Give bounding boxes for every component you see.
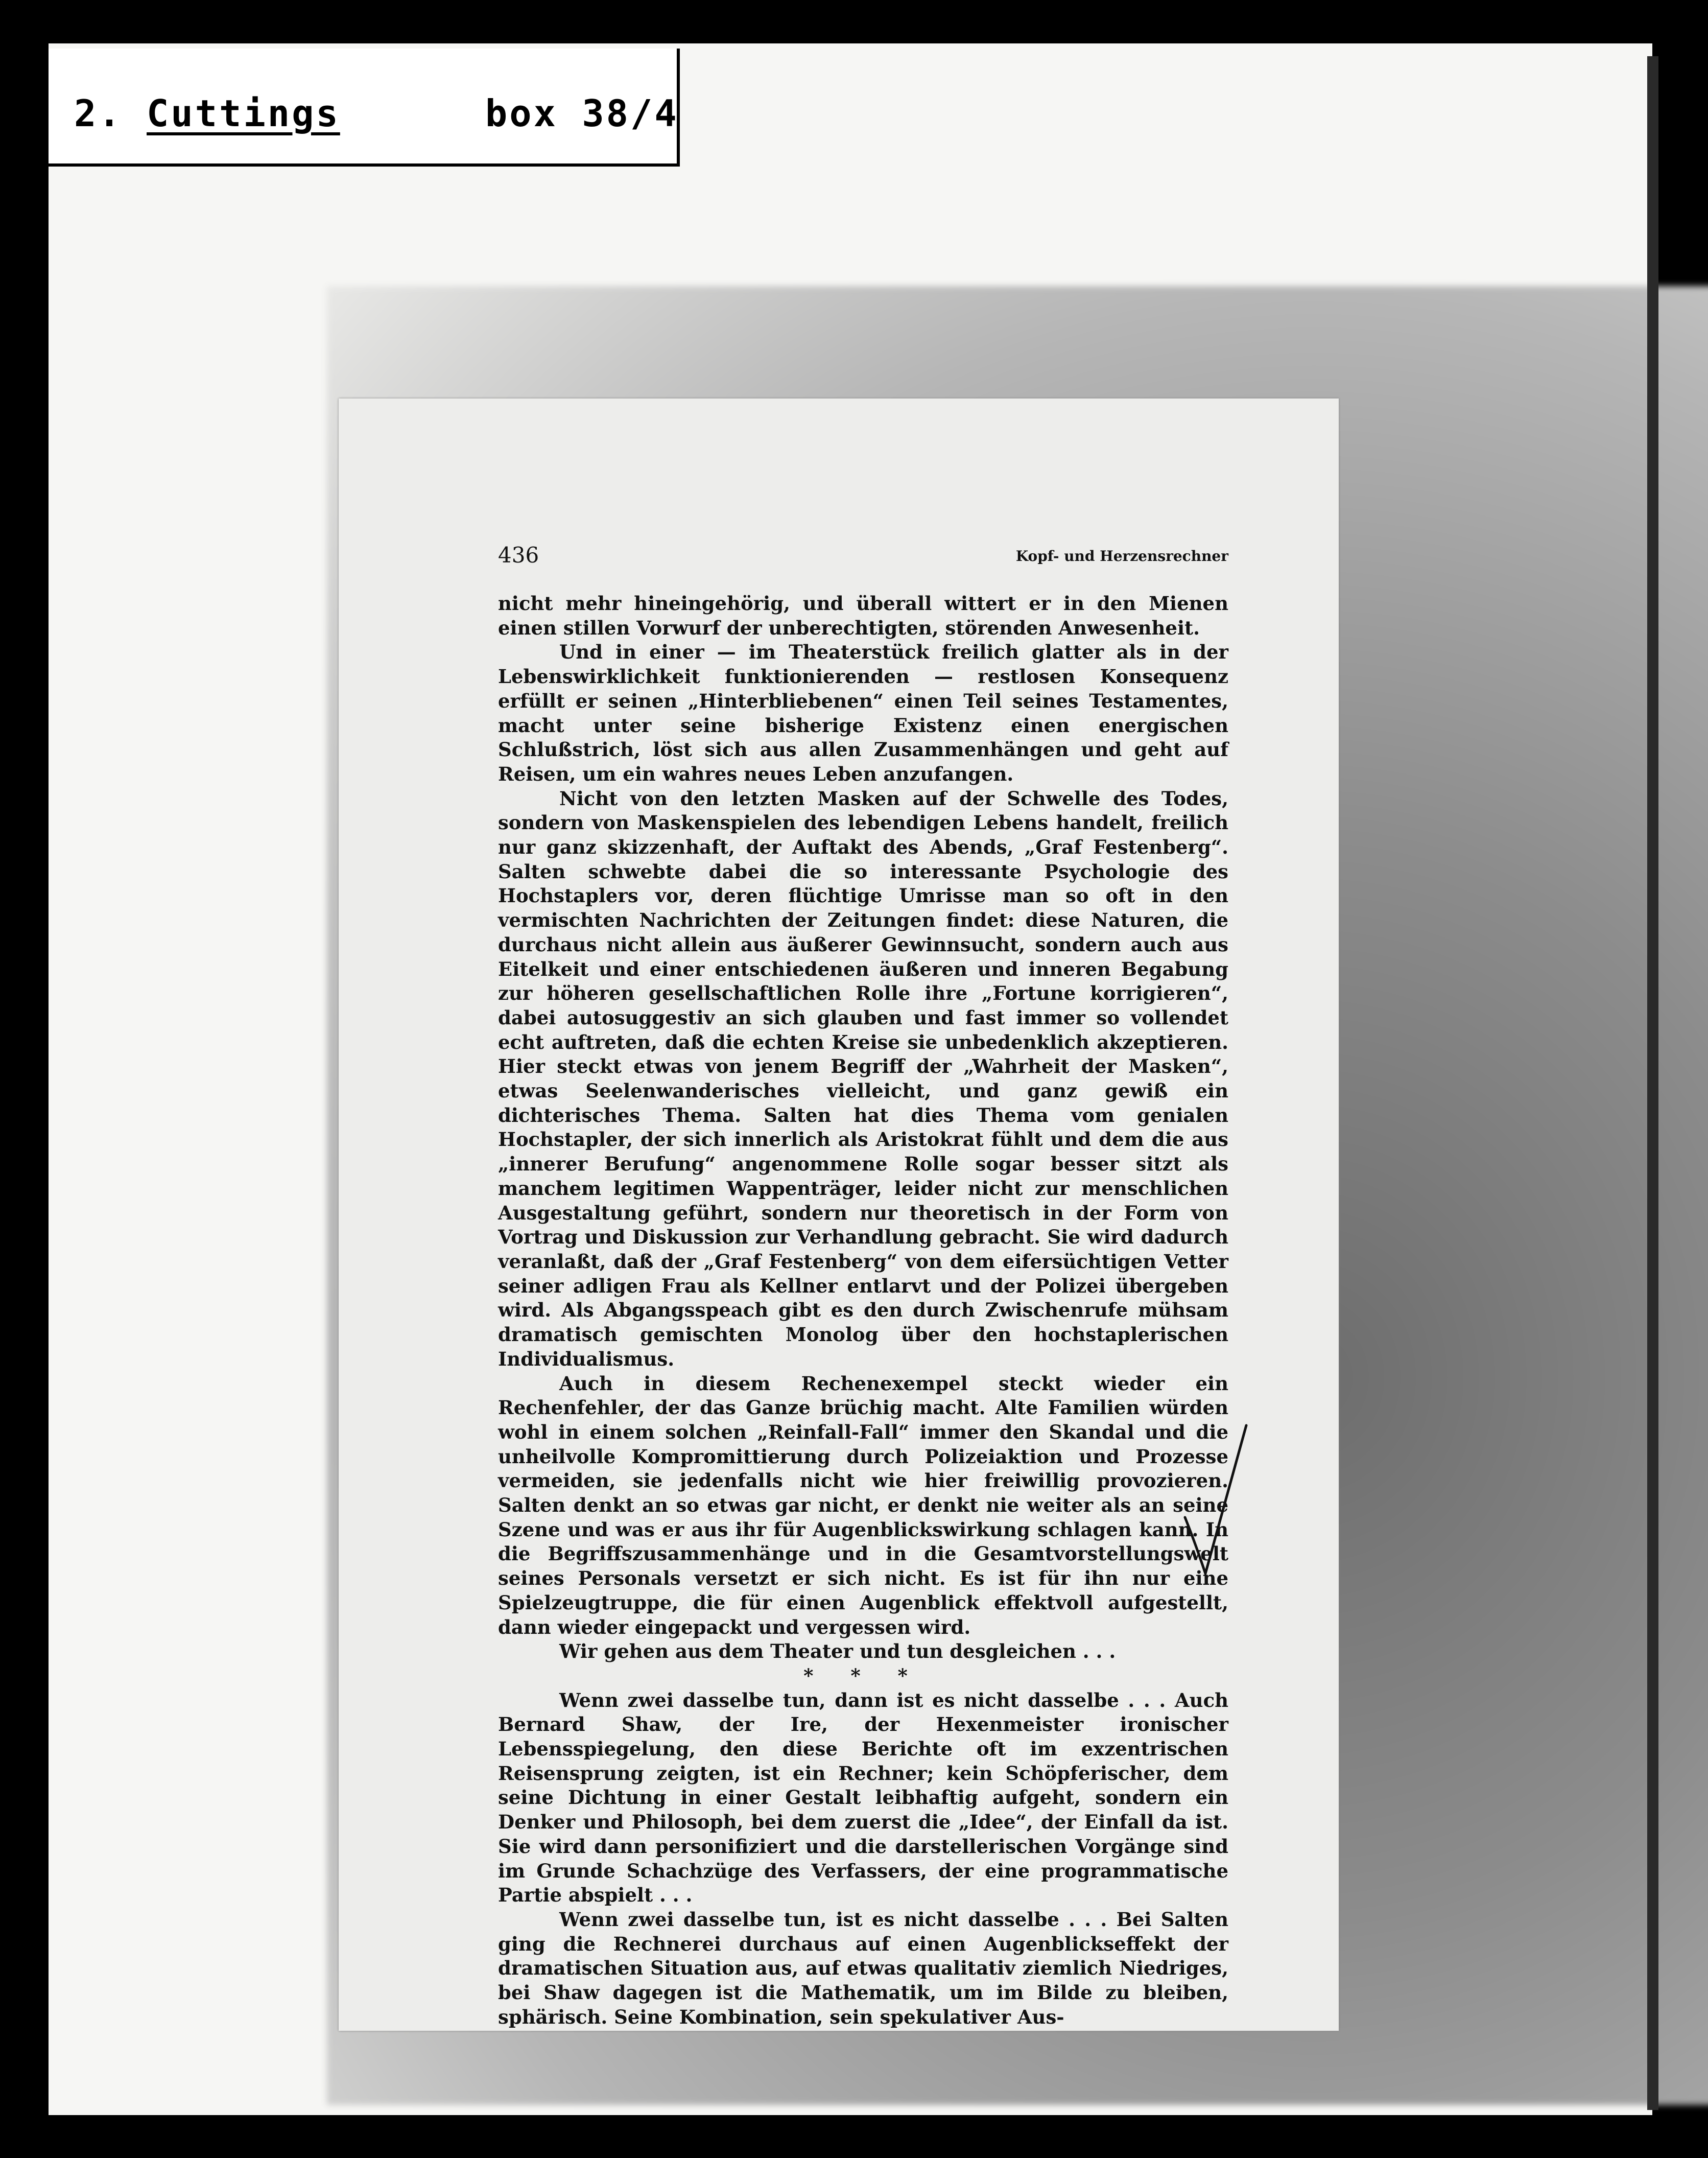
archive-label bbox=[74, 92, 679, 135]
section-divider: * * * bbox=[803, 1664, 923, 1687]
page-header bbox=[498, 543, 1228, 573]
sheet-edge bbox=[1647, 56, 1658, 2110]
label-prefix: 2. bbox=[74, 92, 147, 135]
label-box-number: box 38/4 bbox=[485, 92, 679, 135]
paragraph: Und in einer — im Theaterstück freilich glatter als in der Lebenswirklichkeit funktionierenden — restlosen Konsequenz erfüllt er seinen „Hinterbliebenen“ einen Teil seines Testamentes, macht unter seine bisherige Existenz einen energischen Schlußstrich, löst sich aus allen Zusammenhängen und geht auf Reisen, um ein wahres neues Leben anzufangen. bbox=[498, 641, 1228, 785]
paragraph: Wenn zwei dasselbe tun, dann ist es nicht dasselbe . . . Auch Bernard Shaw, der Ire, der Hexenmeister ironischer Lebensspiegelung, den diese Berichte oft im exzentrischen Reisensprung zeigten, ist ein Rechner; kein Schöpferischer, dem seine Dichtung in einer Gestalt leibhaftig aufgeht, sondern ein Denker und Philosoph, bei dem zuerst die „Idee“, der Einfall da ist. Sie wird dann personifiziert und die darstellerischen Vorgänge sind im Grunde Schachzüge des Verfassers, der eine programmatische Partie abspielt . . . bbox=[498, 1688, 1228, 1907]
page-number: 436 bbox=[498, 543, 539, 568]
paragraph: Wir gehen aus dem Theater und tun desgleichen . . . bbox=[559, 1640, 1116, 1663]
paragraph: Nicht von den letzten Masken auf der Schwelle des Todes, sondern von Maskenspielen des lebendigen Lebens handelt, freilich nur ganz skizzenhaft, der Auftakt des Abends, „Graf Festenberg“. Salten schwebte dabei die so interessante Psychologie des Hochstaplers vor, deren flüchtige Umrisse man so oft in den vermischten Nachrichten der Zeitungen findet: diese Naturen, die durchaus nicht allein aus äußerer Gewinnsucht, sondern auch aus Eitelkeit und einer entschiedenen äußeren und inneren Begabung zur höheren gesellschaftlichen Rolle ihre „Fortune korrigieren“, dabei autosuggestiv an sich glauben und fast immer so vollendet echt auftreten, daß die echten Kreise sie unbedenklich akzeptieren. Hier steckt etwas von jenem Begriff der „Wahrheit der Masken“, etwas Seelenwanderisches vielleicht, und ganz gewiß ein dichterisches Thema. Salten hat dies Thema vom genialen Hochstapler, der sich innerlich als Aristokrat fühlt und dem die aus „innerer Berufung“ angenommene Rolle sogar besser sitzt als manchem legitimen Wappenträger, leider nicht zur menschlichen Ausgestaltung geführt, sondern nur theoretisch in der Form von Vortrag und Diskussion zur Verhandlung gebracht. Sie wird dadurch veranlaßt, daß der „Graf Festenberg“ von dem eifersüchtigen Vetter seiner adligen Frau als Kellner entlarvt und der Polizei übergeben wird. Als Abgangsspeach gibt es den durch Zwischenrufe mühsam dramatisch gemischten Monolog über den hochstaplerischen Individualismus. bbox=[498, 787, 1228, 1370]
paragraph: nicht mehr hineingehörig, und überall wittert er in den Mienen einen stillen Vorwurf der unberechtigten, störenden Anwesenheit. bbox=[498, 592, 1228, 639]
handwritten-check-mark bbox=[1175, 1415, 1267, 1584]
label-cuttings: Cuttings bbox=[147, 92, 340, 135]
article-body bbox=[498, 592, 1228, 2029]
paragraph: Wenn zwei dasselbe tun, ist es nicht dasselbe . . . Bei Salten ging die Rechnerei durchaus auf einen Augenblickseffekt der dramatischen Situation aus, auf etwas qualitativ ziemlich Niedriges, bei Shaw dagegen ist die Mathematik, um im Bilde zu bleiben, sphärisch. Seine Kombination, sein spekulativer Aus- bbox=[498, 1908, 1228, 2028]
paragraph: Auch in diesem Rechenexempel steckt wieder ein Rechenfehler, der das Ganze brüchig macht. Alte Familien würden wohl in einem solchen „Reinfall-Fall“ immer den Skandal und die unheilvolle Kompromittierung durch Polizeiaktion und Prozesse vermeiden, sie jedenfalls nicht wie hier freiwillig provozieren. Salten denkt an so etwas gar nicht, er denkt nie weiter als an seine Szene und was er aus ihr für Augenblickswirkung schlagen kann. In die Begriffszusammenhänge und in die Gesamtvorstellungswelt seines Personals versetzt er sich nicht. Es ist für ihn nur eine Spielzeugtruppe, die für einen Augenblick effektvoll aufgestellt, dann wieder eingepackt und vergessen wird. bbox=[498, 1372, 1228, 1638]
running-head: Kopf- und Herzensrechner bbox=[1015, 548, 1228, 565]
